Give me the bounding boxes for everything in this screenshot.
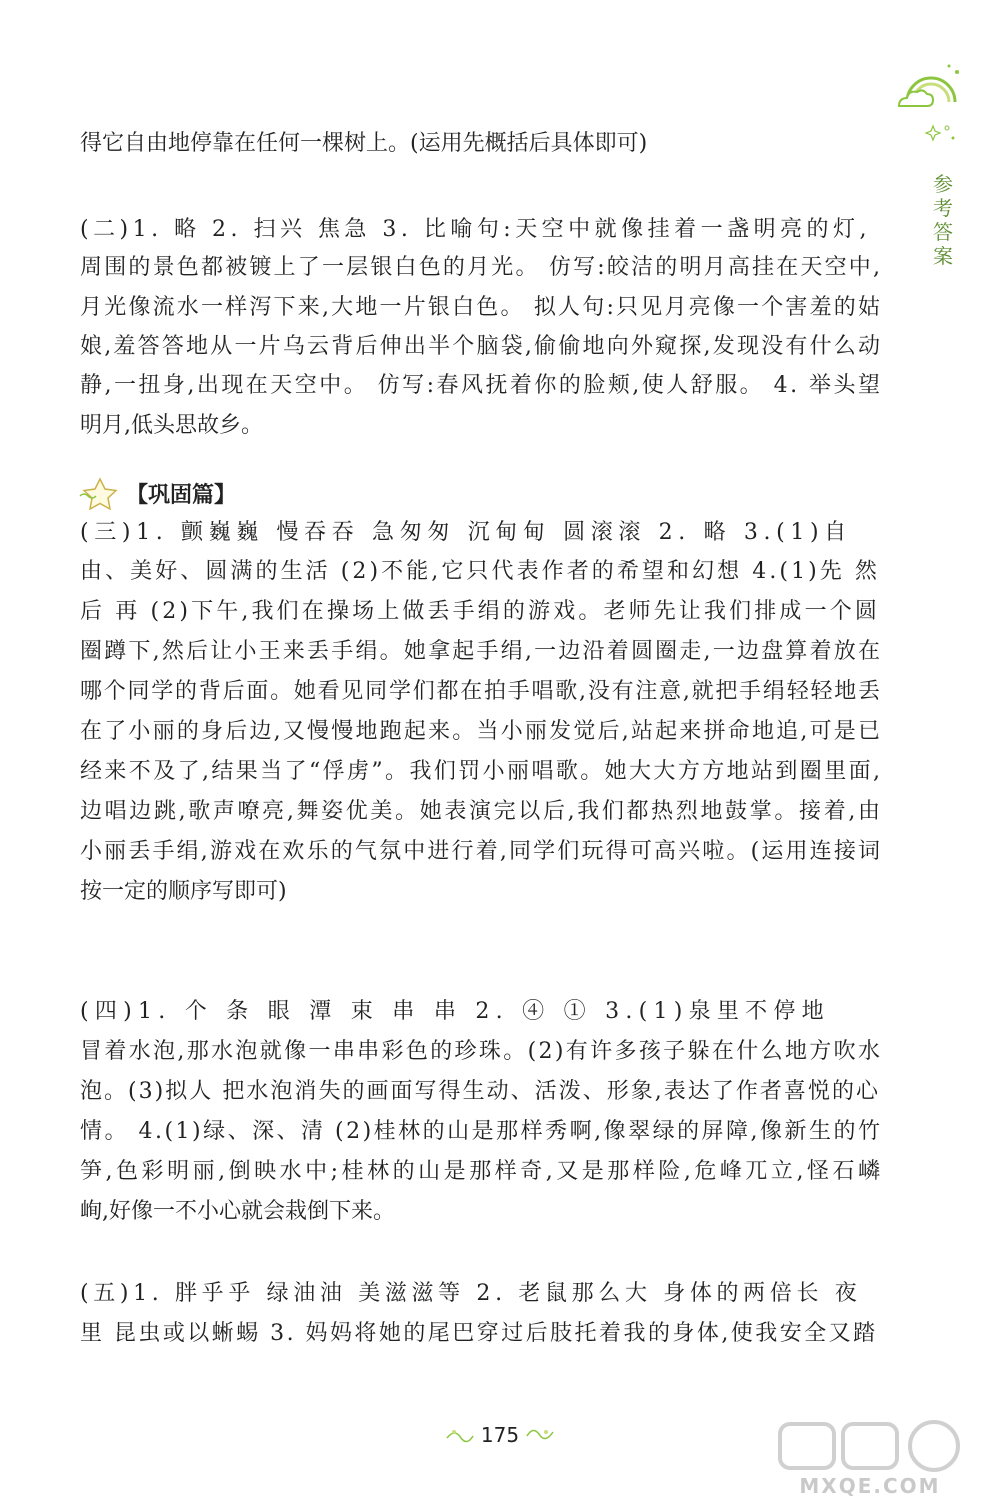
answer-line: 笋,色彩明丽,倒映水中;桂林的山是那样奇,又是那样险,危峰兀立,怪石嶙	[80, 1159, 884, 1184]
answer-line: 小丽丢手绢,游戏在欢乐的气氛中进行着,同学们玩得可高兴啦。(运用连接词	[80, 839, 883, 864]
answer-line: (四)1. 个 条 眼 潭 束 串 串 2. ④ ① 3.(1)泉里不停地	[80, 999, 830, 1024]
side-label-char: 考	[933, 196, 953, 220]
answer-line: 由、美好、圆满的生活 (2)不能,它只代表作者的希望和幻想 4.(1)先 然	[80, 559, 880, 584]
answer-line: 经来不及了,结果当了“俘虏”。我们罚小丽唱歌。她大大方方地站到圈里面,	[80, 759, 883, 784]
star-icon	[78, 476, 122, 510]
answer-line: 明月,低头思故乡。	[80, 413, 263, 438]
answer-line: 泡。(3)拟人 把水泡消失的画面写得生动、活泼、形象,表达了作者喜悦的心	[80, 1079, 880, 1104]
answer-line: (五)1. 胖乎乎 绿油油 美滋滋等 2. 老鼠那么大 身体的两倍长 夜	[80, 1281, 862, 1306]
side-label-char: 参	[933, 172, 953, 196]
side-label-char: 案	[933, 244, 953, 268]
rainbow-cloud-icon	[895, 62, 965, 118]
watermark-domain: MXQE.COM	[799, 1474, 941, 1498]
vine-right-icon	[525, 1426, 555, 1444]
watermark-logo-icon	[770, 1418, 970, 1474]
vine-left-icon	[445, 1426, 475, 1444]
answer-line: 周围的景色都被镀上了一层银白色的月光。 仿写:皎洁的明月高挂在天空中,	[80, 255, 883, 280]
answer-line: (二)1. 略 2. 扫兴 焦急 3. 比喻句:天空中就像挂着一盏明亮的灯,	[80, 217, 872, 242]
answer-line: 月光像流水一样泻下来,大地一片银白色。 拟人句:只见月亮像一个害羞的姑	[80, 295, 883, 320]
side-label-char: 答	[933, 220, 953, 244]
side-label-answers	[928, 172, 958, 268]
answer-line: 冒着水泡,那水泡就像一串串彩色的珍珠。(2)有许多孩子躲在什么地方吹水	[80, 1039, 883, 1064]
sparkle-icon	[925, 120, 959, 146]
watermark-logo	[770, 1418, 970, 1500]
answer-line: 边唱边跳,歌声嘹亮,舞姿优美。她表演完以后,我们都热烈地鼓掌。接着,由	[80, 799, 883, 824]
answer-line: 后 再 (2)下午,我们在操场上做丢手绢的游戏。老师先让我们排成一个圆	[80, 599, 880, 624]
answer-line: 圈蹲下,然后让小王来丢手绢。她拿起手绢,一边沿着圆圈走,一边盘算着放在	[80, 639, 883, 664]
answer-line: 里 昆虫或以蜥蜴 3. 妈妈将她的尾巴穿过后肢托着我的身体,使我安全又踏	[80, 1321, 878, 1346]
answer-line: 情。 4.(1)绿、深、清 (2)桂林的山是那样秀啊,像翠绿的屏障,像新生的竹	[80, 1119, 883, 1144]
page-number: 175	[480, 1423, 520, 1447]
answer-line: (三)1. 颤巍巍 慢吞吞 急匆匆 沉甸甸 圆滚滚 2. 略 3.(1)自	[80, 520, 852, 545]
answer-line: 娘,羞答答地从一片乌云背后伸出半个脑袋,偷偷地向外窥探,发现没有什么动	[80, 334, 883, 359]
page-number-footer	[430, 1420, 570, 1450]
answer-line: 得它自由地停靠在任何一棵树上。(运用先概括后具体即可)	[80, 131, 648, 156]
answer-line: 哪个同学的背后面。她看见同学们都在拍手唱歌,没有注意,就把手绢轻轻地丢	[80, 679, 882, 704]
answer-line: 按一定的顺序写即可)	[80, 879, 287, 904]
answer-line: 在了小丽的身后边,又慢慢地跑起来。当小丽发觉后,站起来拼命地追,可是已	[80, 719, 883, 744]
answer-line: 静,一扭身,出现在天空中。 仿写:春风抚着你的脸颊,使人舒服。 4. 举头望	[80, 373, 883, 398]
answer-line: 峋,好像一不小心就会栽倒下来。	[80, 1199, 395, 1224]
section-heading	[78, 476, 236, 510]
section-title: 【巩固篇】	[126, 482, 237, 508]
